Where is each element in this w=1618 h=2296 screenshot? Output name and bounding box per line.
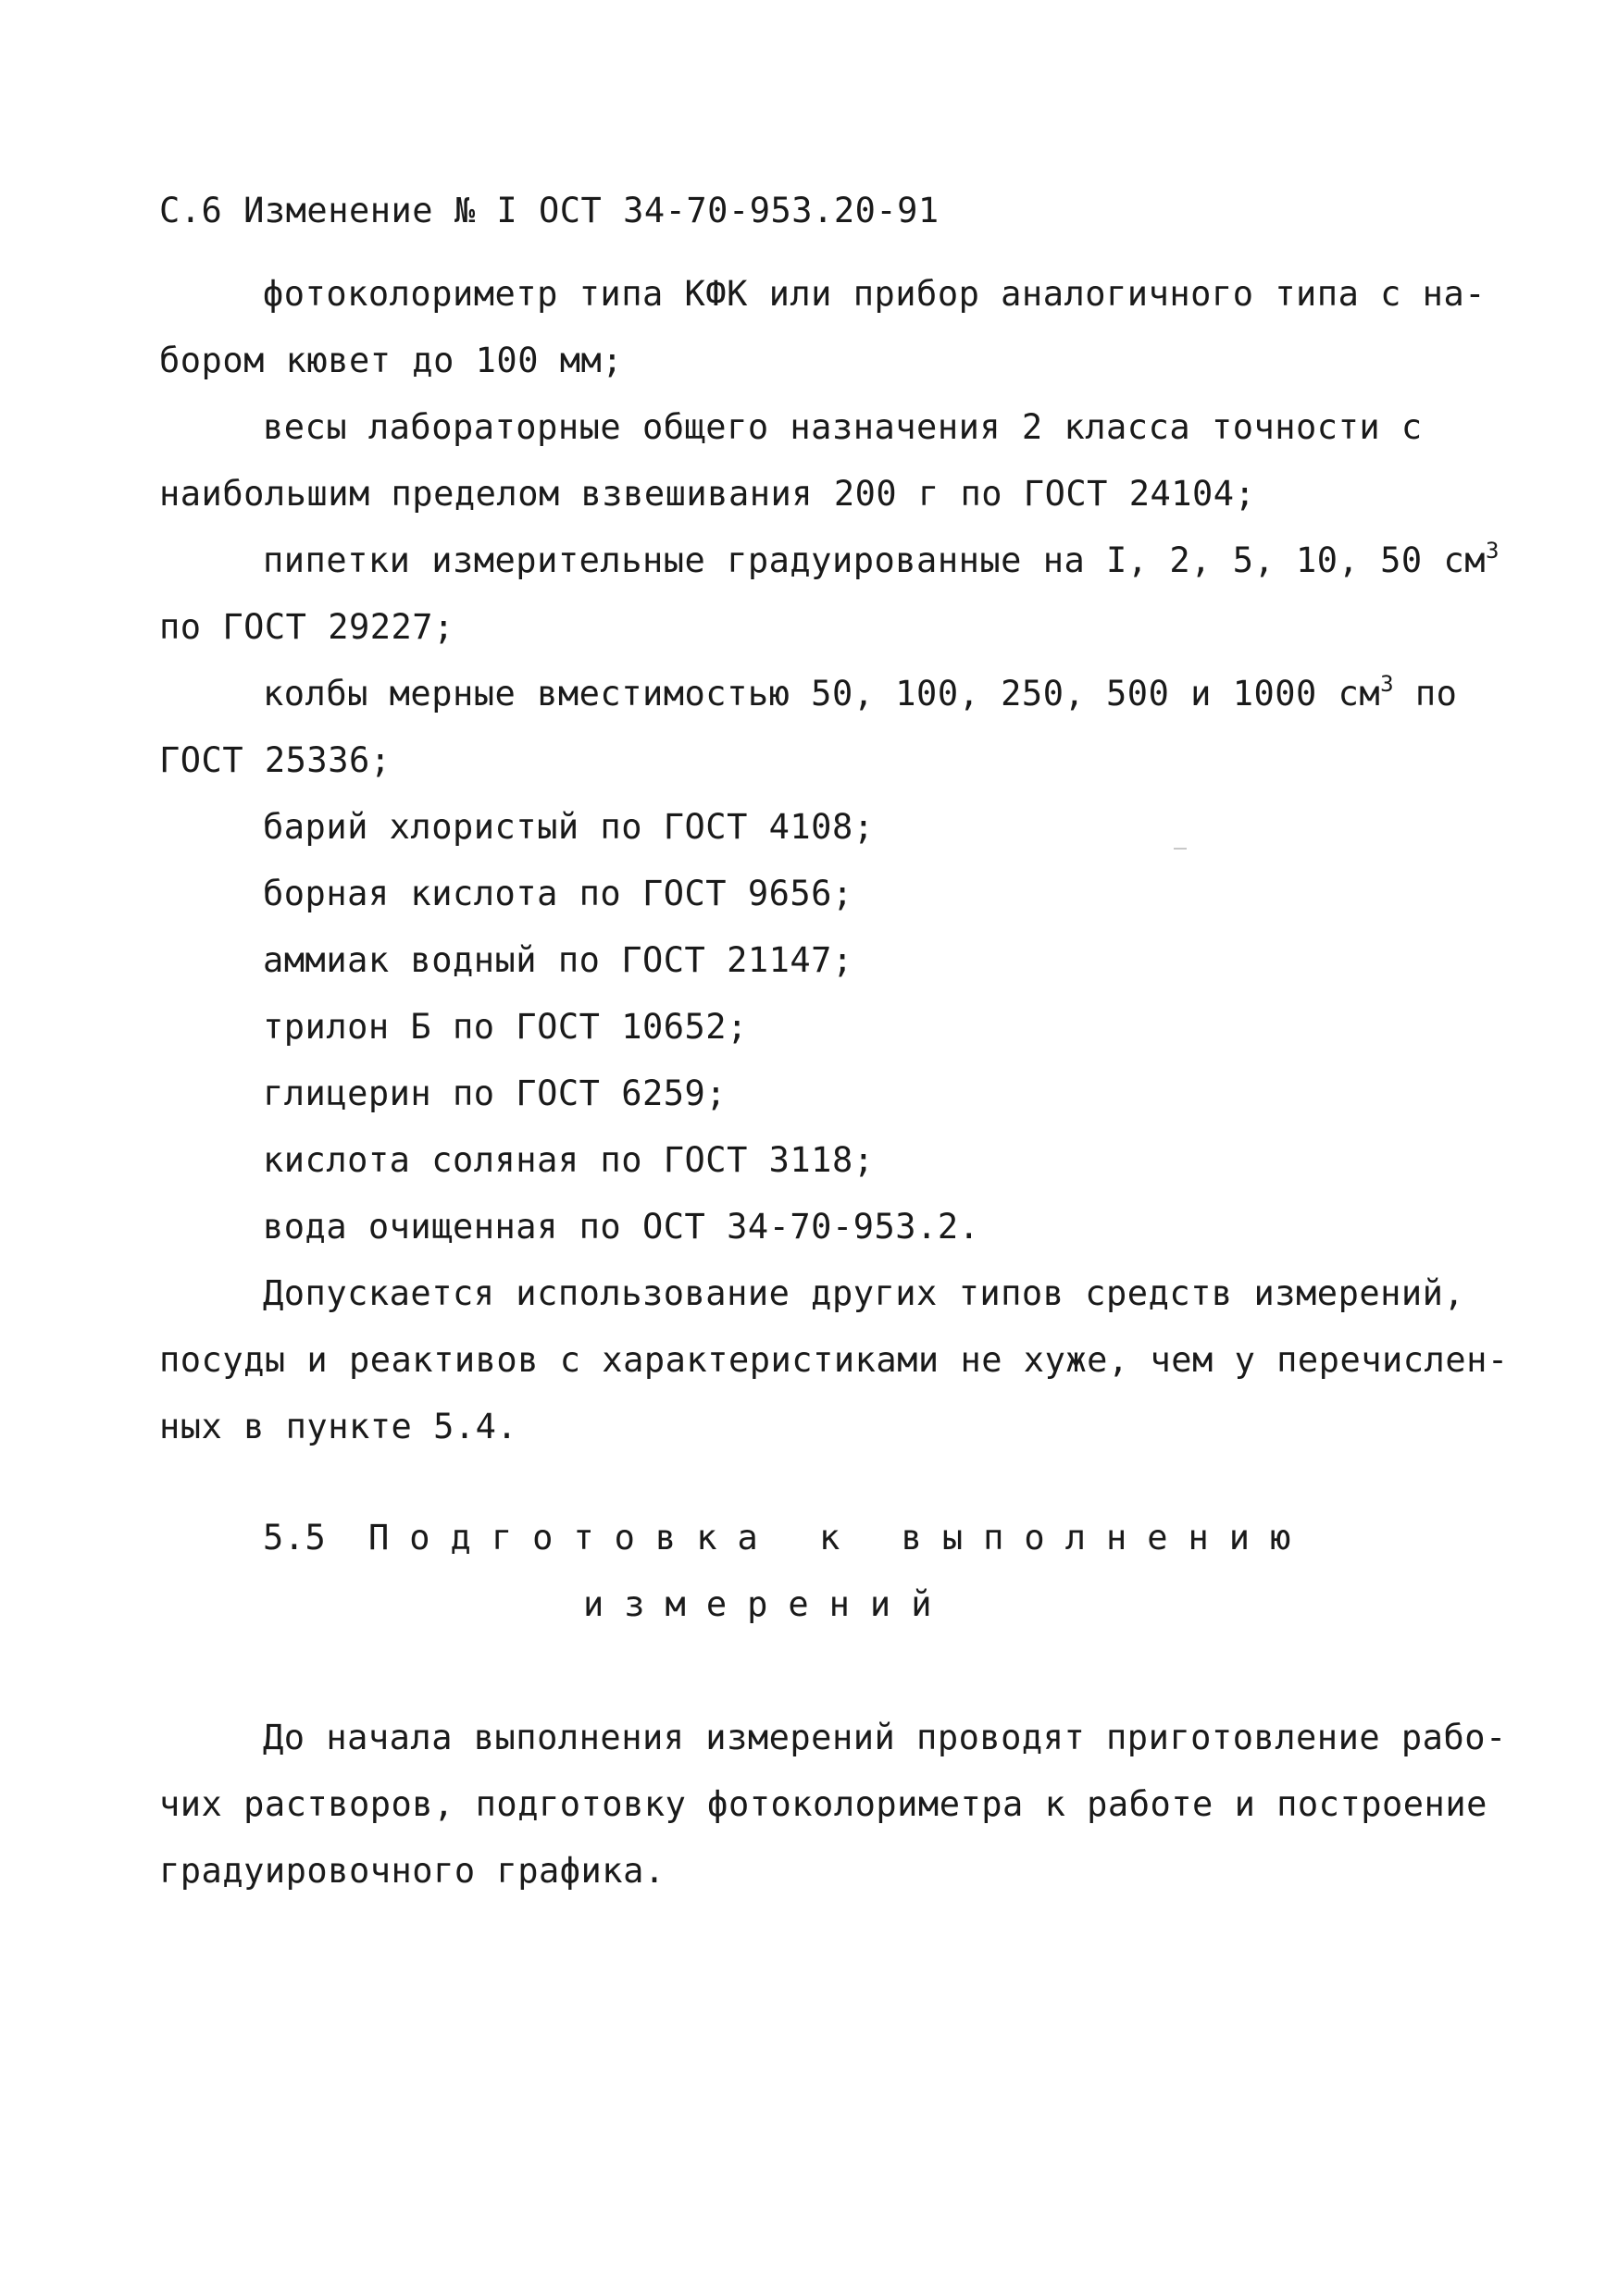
paragraph-preparation: До начала выполнения измерений проводят приготовление рабо- bbox=[263, 1718, 1507, 1757]
paragraph-preparation-end: градуировочного графика. bbox=[159, 1851, 666, 1891]
list-item-scales-cont: наибольшим пределом взвешивания 200 г по ГОСТ 24104; bbox=[159, 474, 1256, 514]
paragraph-preparation-cont: чих растворов, подготовку фотоколориметра к работе и построение bbox=[159, 1784, 1487, 1824]
list-item-pipettes bbox=[263, 537, 1500, 581]
paragraph-allowance: Допускается использование других типов средств измерений, bbox=[263, 1273, 1465, 1313]
list-item-flasks-cont: ГОСТ 25336; bbox=[159, 740, 392, 780]
section-number: 5.5 bbox=[263, 1518, 327, 1558]
paragraph-allowance-end: ных в пункте 5.4. bbox=[159, 1407, 518, 1446]
list-item-flasks bbox=[263, 670, 1458, 714]
list-item-ammonia: аммиак водный по ГОСТ 21147; bbox=[263, 940, 853, 980]
section-title: Подготовка к выполнению bbox=[368, 1518, 1312, 1558]
list-item-hydrochloric-acid: кислота соляная по ГОСТ 3118; bbox=[263, 1140, 875, 1180]
list-item-photocolorimeter: фотоколориметр типа КФК или прибор аналогичного типа с на- bbox=[263, 274, 1487, 314]
list-item-boric-acid: борная кислота по ГОСТ 9656; bbox=[263, 874, 853, 913]
paragraph-allowance-cont: посуды и реактивов с характеристиками не хуже, чем у перечислен- bbox=[159, 1340, 1509, 1380]
list-item-scales: весы лабораторные общего назначения 2 класса точности с bbox=[263, 407, 1423, 447]
flasks-text: колбы мерные вместимостью 50, 100, 250, 500 и 1000 см bbox=[263, 674, 1381, 714]
pipettes-text: пипетки измерительные градуированные на I, 2, 5, 10, 50 см bbox=[263, 540, 1487, 580]
scan-mark bbox=[1174, 848, 1187, 850]
list-item-barium-chloride: барий хлористый по ГОСТ 4108; bbox=[263, 807, 875, 847]
cube-superscript: 3 bbox=[1486, 537, 1500, 564]
list-item-photocolorimeter-cont: бором кювет до 100 мм; bbox=[159, 341, 624, 380]
flasks-text-end: по bbox=[1394, 674, 1458, 714]
list-item-pipettes-cont: по ГОСТ 29227; bbox=[159, 607, 454, 647]
page-header: С.6 Изменение № I ОСТ 34-70-953.20-91 bbox=[159, 191, 940, 230]
section-title-cont: измерений bbox=[583, 1584, 952, 1624]
cube-superscript: 3 bbox=[1380, 670, 1395, 697]
list-item-glycerin: глицерин по ГОСТ 6259; bbox=[263, 1074, 728, 1113]
list-item-purified-water: вода очищенная по ОСТ 34-70-953.2. bbox=[263, 1207, 980, 1247]
list-item-trilon: трилон Б по ГОСТ 10652; bbox=[263, 1007, 748, 1047]
